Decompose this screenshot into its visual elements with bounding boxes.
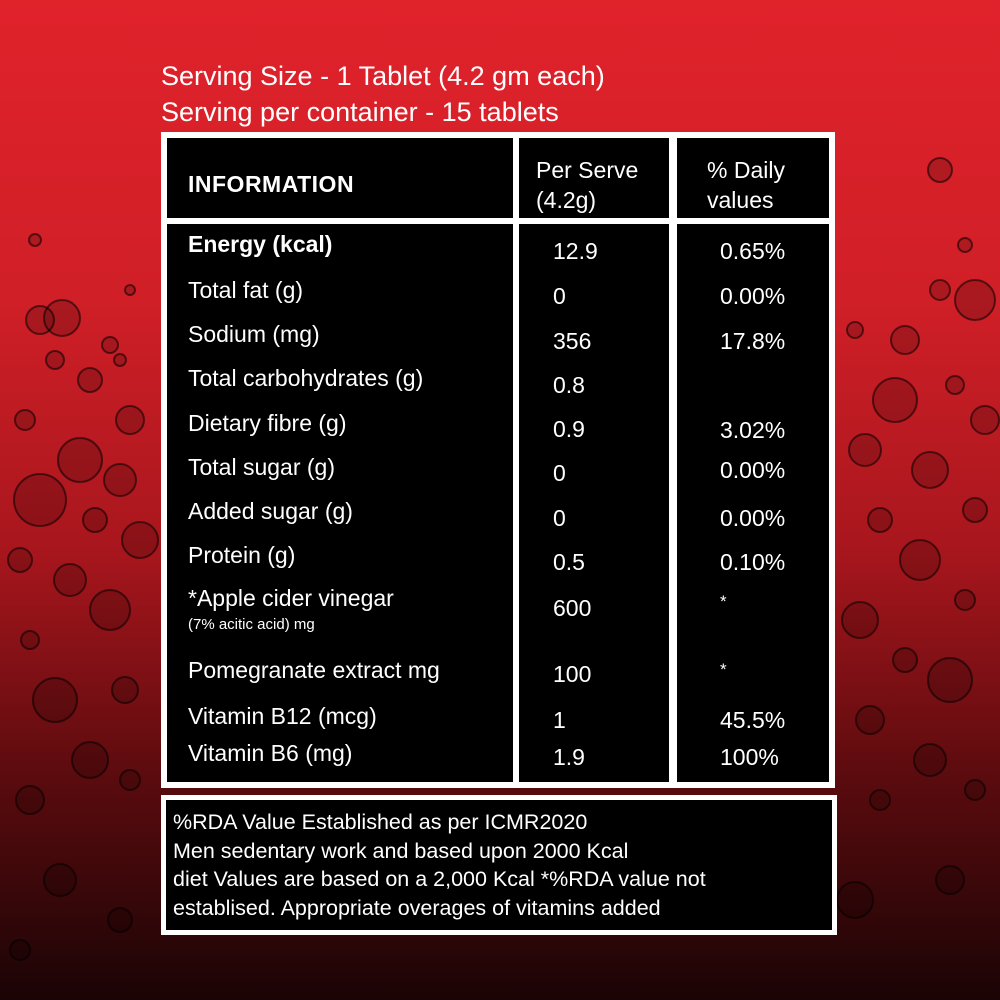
row-label: *Apple cider vinegar bbox=[188, 585, 394, 611]
row-label: Total fat (g) bbox=[188, 277, 304, 303]
row-value: 1.9 bbox=[553, 744, 585, 770]
header-per-serve-line1: Per Serve bbox=[536, 157, 639, 183]
header-daily-values bbox=[707, 155, 785, 215]
row-value: 0.8 bbox=[553, 372, 585, 398]
footnote-line: Men sedentary work and based upon 2000 Kcal bbox=[173, 838, 629, 863]
row-value: 100 bbox=[553, 661, 592, 687]
row-daily: 45.5% bbox=[720, 707, 786, 733]
body-per-serve-column bbox=[519, 224, 669, 782]
row-sublabel: (7% acitic acid) mg bbox=[188, 616, 315, 633]
footnote-line: %RDA Value Established as per ICMR2020 bbox=[173, 810, 588, 834]
row-label: Sodium (mg) bbox=[188, 321, 320, 347]
row-value: 1 bbox=[553, 707, 566, 733]
row-label: Pomegranate extract mg bbox=[188, 657, 440, 683]
row-daily: 100% bbox=[720, 744, 779, 770]
row-daily: 0.00% bbox=[720, 505, 786, 531]
footnote-text bbox=[173, 808, 706, 922]
serving-info bbox=[161, 58, 605, 130]
row-value: 0 bbox=[553, 505, 566, 531]
row-label: Total sugar (g) bbox=[188, 454, 336, 480]
row-value: 0.5 bbox=[553, 549, 585, 575]
row-label: Vitamin B6 (mg) bbox=[188, 740, 353, 766]
header-per-serve-line2: (4.2g) bbox=[536, 187, 597, 213]
row-label: Energy (kcal) bbox=[188, 231, 333, 257]
header-per-serve bbox=[536, 155, 638, 215]
row-label: Dietary fibre (g) bbox=[188, 410, 347, 436]
row-label: Vitamin B12 (mcg) bbox=[188, 703, 377, 729]
row-value: 12.9 bbox=[553, 238, 598, 264]
row-label: Added sugar (g) bbox=[188, 498, 353, 524]
row-daily: * bbox=[720, 592, 727, 611]
row-daily: 17.8% bbox=[720, 328, 786, 354]
header-daily-line1: % Daily bbox=[707, 157, 785, 183]
row-daily: 3.02% bbox=[720, 417, 786, 443]
row-daily: 0.10% bbox=[720, 549, 786, 575]
row-value: 0 bbox=[553, 460, 566, 486]
row-label: Total carbohydrates (g) bbox=[188, 365, 424, 391]
header-daily-line2: values bbox=[707, 187, 774, 213]
footnote-line: diet Values are based on a 2,000 Kcal *%RDA value not bbox=[173, 867, 706, 891]
row-value: 356 bbox=[553, 328, 592, 354]
row-value: 0.9 bbox=[553, 416, 585, 442]
row-daily: 0.00% bbox=[720, 283, 786, 309]
servings-per-container: Serving per container - 15 tablets bbox=[161, 97, 559, 127]
row-value: 600 bbox=[553, 595, 592, 621]
header-information: INFORMATION bbox=[188, 171, 355, 197]
row-daily: 0.00% bbox=[720, 457, 786, 483]
serving-size: Serving Size - 1 Tablet (4.2 gm each) bbox=[161, 61, 605, 91]
row-daily: * bbox=[720, 660, 727, 679]
footnote-line: establised. Appropriate overages of vitamins added bbox=[173, 895, 661, 920]
row-value: 0 bbox=[553, 283, 566, 309]
row-label: Protein (g) bbox=[188, 542, 296, 568]
row-daily: 0.65% bbox=[720, 238, 786, 264]
